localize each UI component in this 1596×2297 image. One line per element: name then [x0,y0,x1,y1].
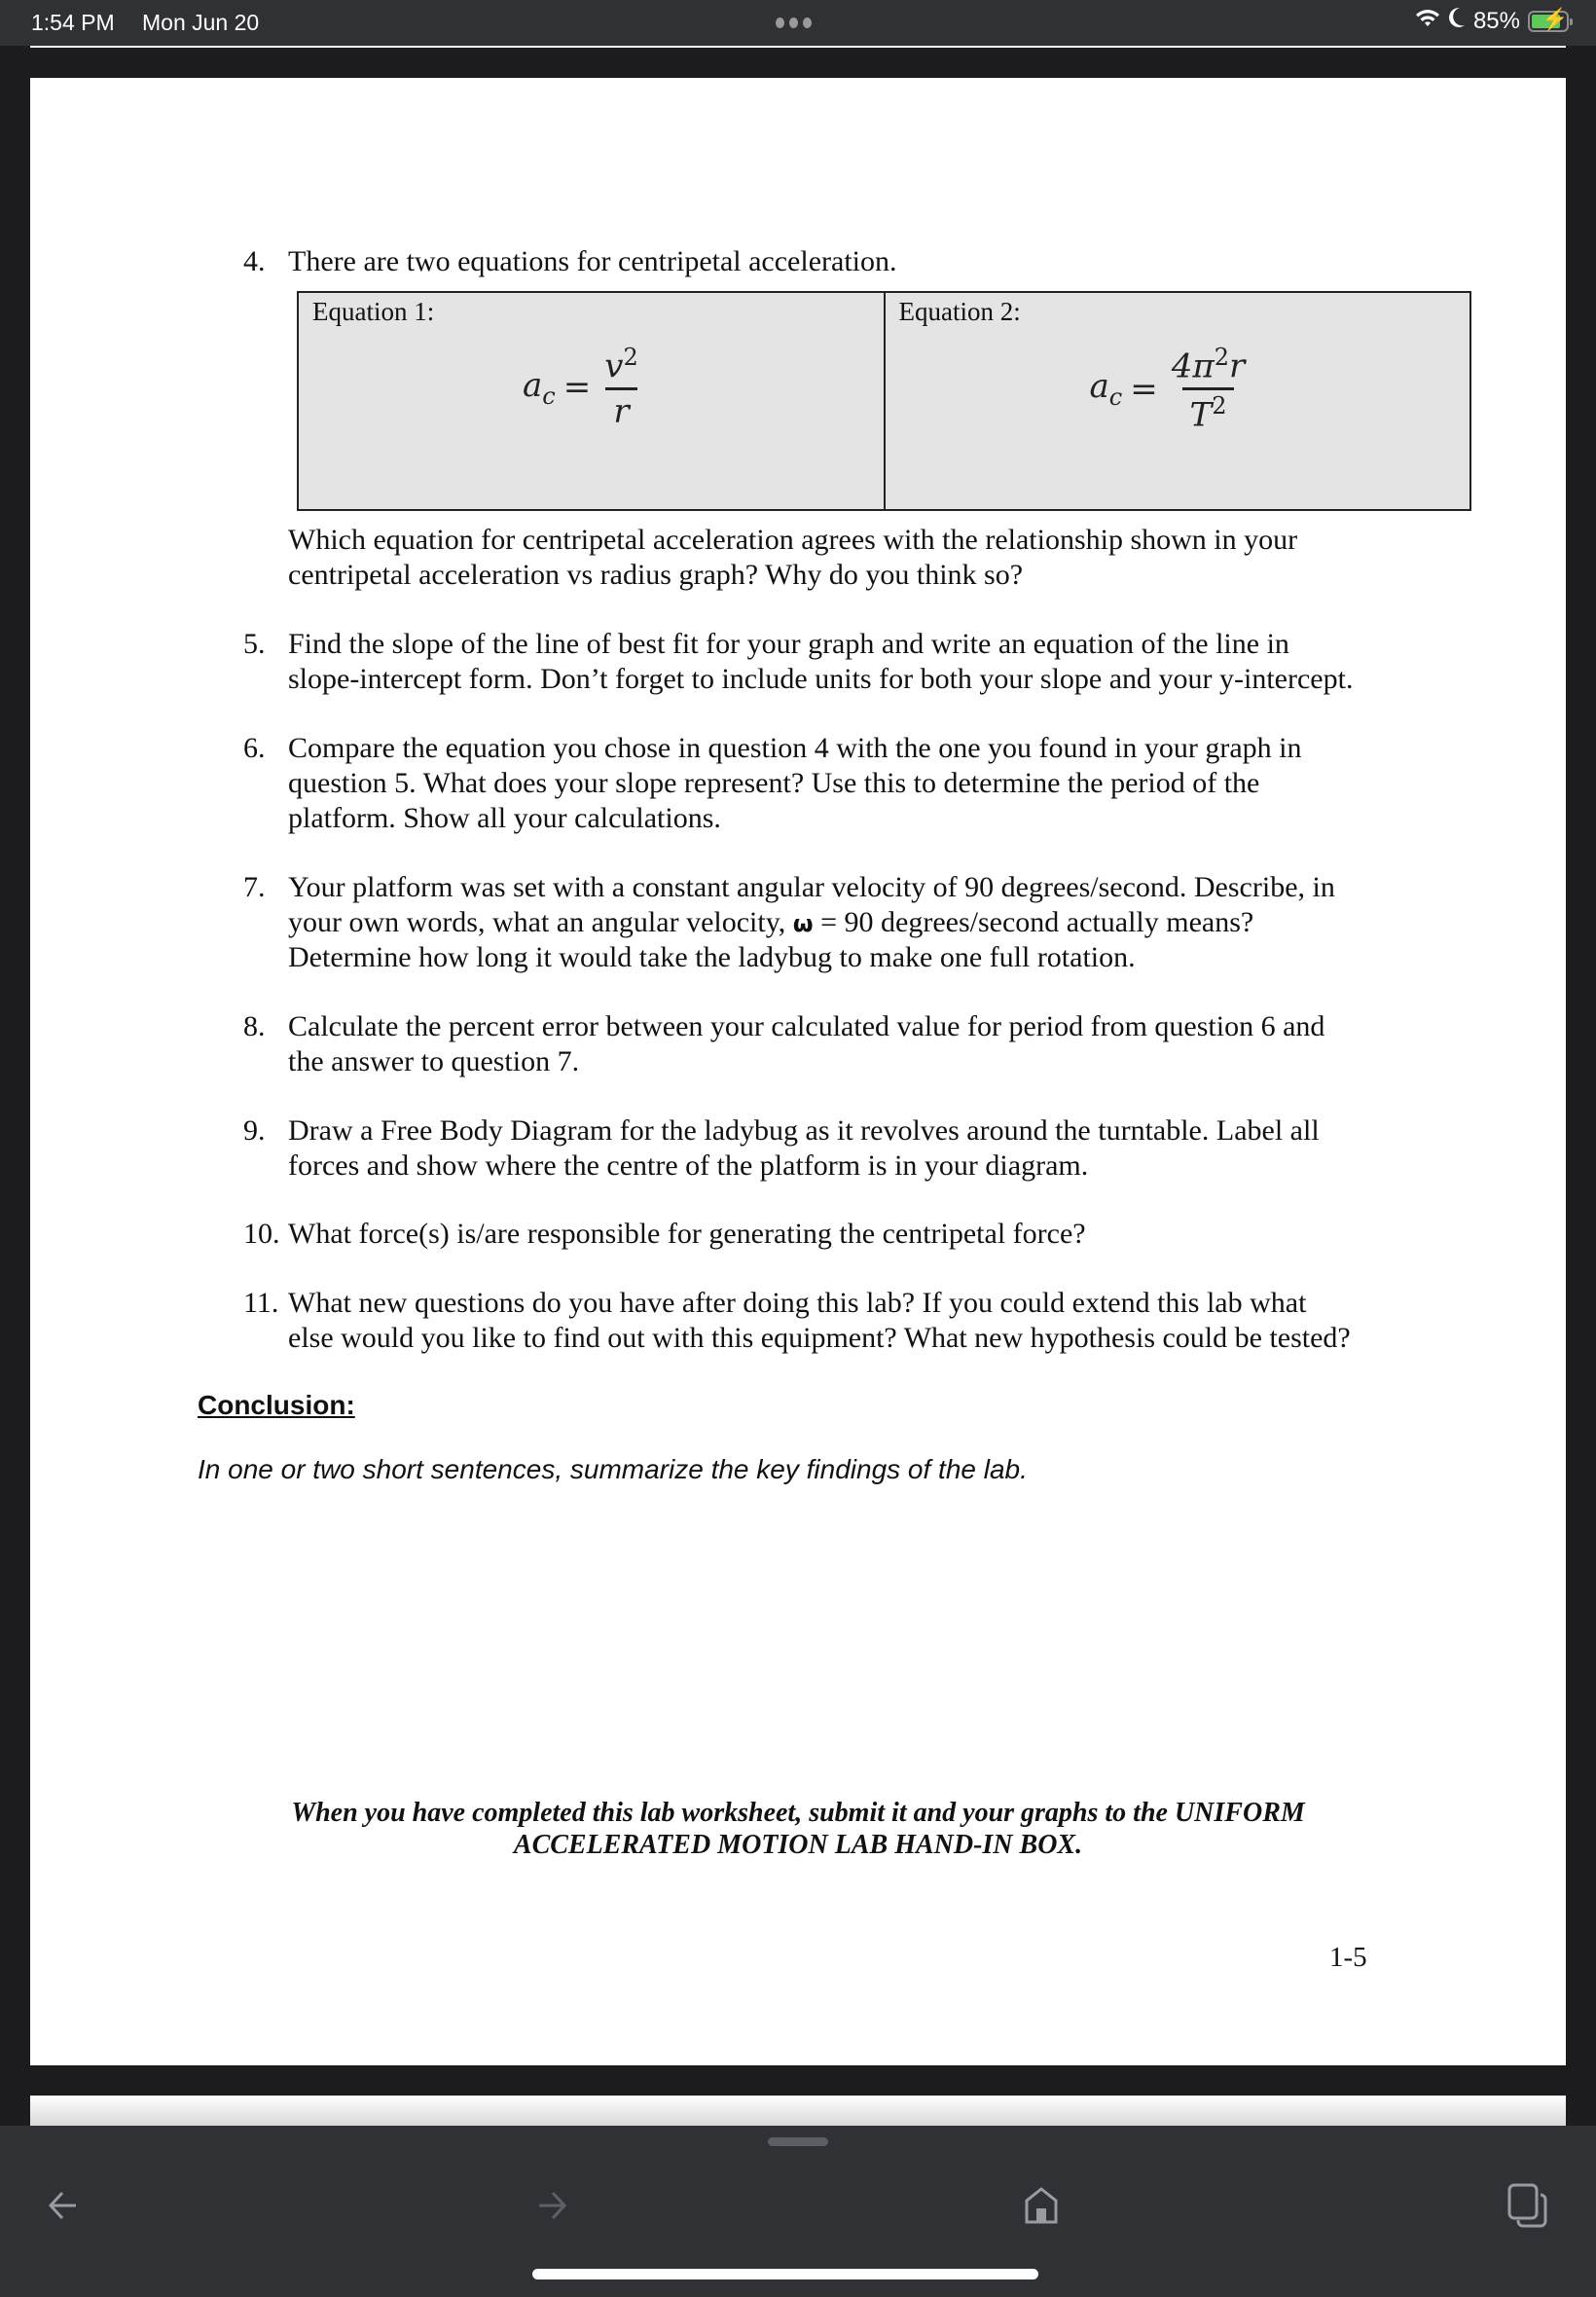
status-indicators [1415,7,1569,35]
next-page-edge [30,2096,1566,2126]
bottom-toolbar [0,2126,1596,2297]
tabs-icon[interactable] [1506,2184,1549,2227]
equation-label: Equation 2: [898,297,1021,326]
battery-charging-icon: ⚡ [1528,11,1569,32]
home-icon[interactable] [1020,2184,1063,2227]
drag-handle[interactable] [768,2137,828,2146]
status-divider [30,46,1566,48]
arrow-left-icon[interactable] [41,2184,84,2227]
conclusion-prompt: In one or two short sentences, summarize the key findings of the lab. [198,1454,1028,1484]
battery-percent: 85% [1472,7,1520,34]
home-indicator[interactable] [532,2269,1038,2279]
equation-1-cell [299,293,884,509]
equation-label: Equation 1: [312,297,435,326]
equation-2-cell [884,293,1470,509]
equation-table [297,291,1471,511]
conclusion-heading: Conclusion: [198,1390,355,1420]
wifi-icon [1415,8,1440,35]
equation-2: $a_c$ = $\frac{4\pi^2r}{T^2}$ [1089,344,1246,435]
page-number: 1-5 [1329,1942,1367,1973]
status-bar [0,0,1596,46]
arrow-right-icon[interactable] [531,2184,574,2227]
multitasking-dots-icon[interactable] [776,18,812,28]
moon-icon [1448,7,1466,35]
status-date: Mon Jun 20 [142,10,260,35]
omega-symbol: ω [792,910,814,937]
equation-1: $a_c$ = $\frac{v^2}{r}$ [523,344,638,432]
status-time: 1:54 PM [31,10,115,35]
submission-note: When you have completed this lab worksheet, submit it and your graphs to the UNIFORM ACCELERATED MOTION LAB HAND-IN BOX. [291,1798,1305,1860]
